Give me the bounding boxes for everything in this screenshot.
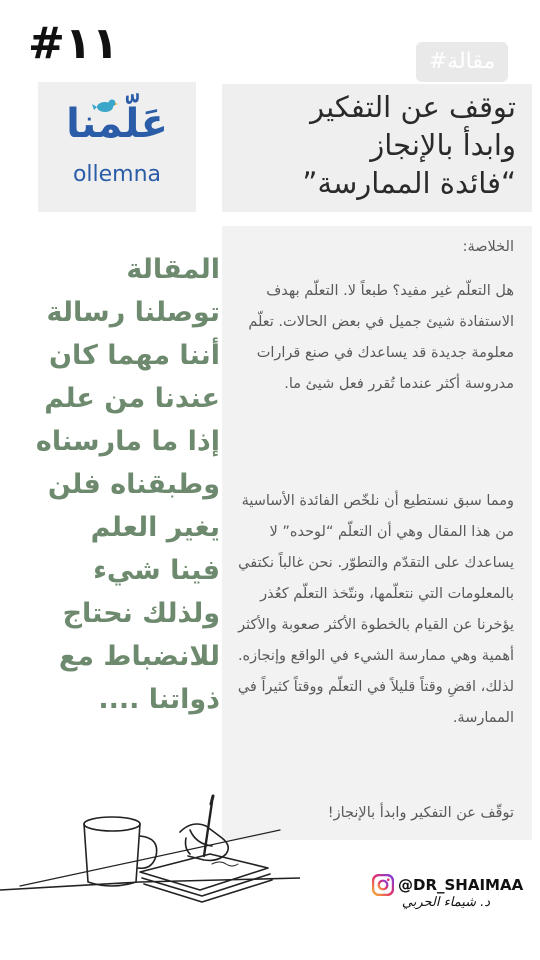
quote-line: ذواتنا .... bbox=[98, 684, 220, 715]
quote-line: توصلنا رسالة bbox=[46, 297, 220, 328]
author-handle: @DR_SHAIMAA bbox=[398, 876, 524, 894]
logo bbox=[38, 82, 196, 212]
issue-number: #١١ bbox=[28, 18, 119, 69]
quote-text bbox=[8, 248, 220, 721]
writing-illustration bbox=[0, 790, 300, 910]
quote-line: أننا مهما كان bbox=[48, 340, 220, 371]
quote-line: إذا ما مارسناه bbox=[35, 426, 220, 457]
article-title bbox=[226, 88, 516, 202]
title-line-1: توقف عن التفكير bbox=[310, 90, 516, 124]
author-signature: د. شيماء الحربي bbox=[401, 895, 491, 910]
logo-arabic: عَلّمنا bbox=[66, 101, 168, 147]
quote-line: يغير العلم bbox=[90, 512, 220, 543]
article-paragraph-2: ومما سبق نستطيع أن نلخّص الفائدة الأساسية من هذا المقال وهي أن التعلّم “لوحده” لا يساعدك على التقدّم والتطوّر. نحن غالباً نكتفي بالمعلومات التي نتعلّمها، ونتّخذ التعلّم كعُذر يؤخرنا عن القيام بالخطوة الأكثر صعوبة والأكثر أهمية وهي ممارسة الشيء في الواقع وإنجازه. لذلك، اقضِ وقتاً قليلاً في التعلّم ووقتاً كثيراً في الممارسة. bbox=[237, 493, 514, 726]
quote-line: ولذلك نحتاج bbox=[62, 598, 220, 629]
quote-line: فينا شيء bbox=[93, 555, 220, 586]
article-paragraph-1: هل التعلّم غير مفيد؟ طبعاً لا. التعلّم بهدف الاستفادة شيئ جميل في بعض الحالات. تعلّم معلومة جديدة قد يساعدك في صنع قرارات مدروسة أكثر عندما تُقرر فعل شيئ ما. bbox=[248, 283, 514, 392]
article-closing: توقّف عن التفكير وابدأ بالإنجاز! bbox=[327, 805, 514, 821]
title-line-2: وابدأ بالإنجاز bbox=[370, 128, 516, 162]
article-panel bbox=[222, 226, 532, 840]
title-line-3: “فائدة الممارسة” bbox=[302, 166, 516, 200]
quote-line: وطبقناه فلن bbox=[47, 469, 220, 500]
instagram-icon bbox=[372, 874, 394, 896]
quote-line: عندنا من علم bbox=[44, 383, 220, 414]
article-tag: #مقالة bbox=[416, 42, 508, 82]
quote-line: للانضباط مع bbox=[58, 641, 220, 672]
summary-label: الخلاصة: bbox=[462, 239, 514, 255]
author-credit bbox=[372, 872, 524, 916]
quote-line: المقالة bbox=[126, 254, 220, 285]
title-panel bbox=[222, 84, 532, 212]
logo-latin: ollemna bbox=[72, 162, 162, 187]
